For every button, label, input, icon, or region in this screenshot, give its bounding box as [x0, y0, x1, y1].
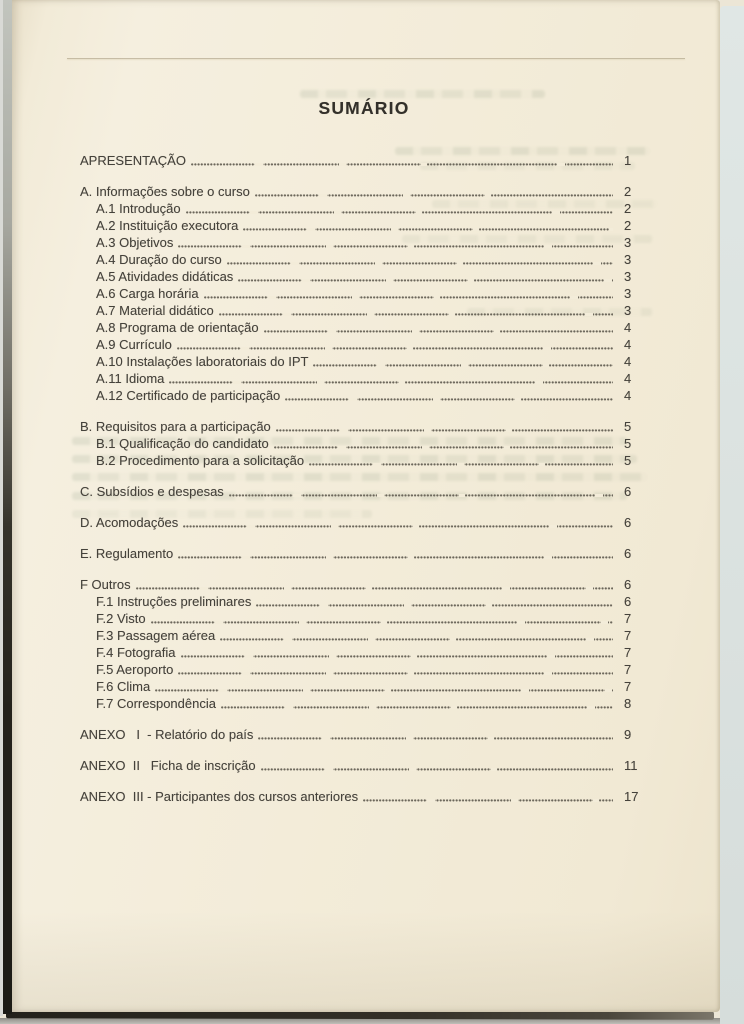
toc-row [80, 234, 648, 251]
toc-row [80, 610, 648, 627]
dot-leader [151, 621, 613, 624]
toc-block [80, 545, 648, 562]
dot-leader [264, 330, 613, 333]
book-spine-shadow [3, 0, 12, 1014]
toc-item-label: A.3 Objetivos [96, 235, 174, 250]
toc-item-page: 6 [624, 577, 632, 592]
toc-item-label: F.7 Correspondência [96, 696, 216, 711]
dot-leader [276, 429, 613, 432]
toc-item-page: 4 [624, 337, 632, 352]
toc-item-label: A.7 Material didático [96, 303, 214, 318]
toc-item-page: 4 [624, 371, 632, 386]
toc-row [80, 336, 648, 353]
toc-row [80, 387, 648, 404]
toc-row [80, 152, 648, 169]
toc-item-label: A.5 Atividades didáticas [96, 269, 234, 284]
dot-leader [313, 364, 613, 367]
dot-leader [258, 737, 613, 740]
page-title: SUMÁRIO [318, 98, 410, 118]
toc-item-page: 4 [624, 388, 632, 403]
toc-item-label: A.4 Duração do curso [96, 252, 222, 267]
toc-row [80, 268, 648, 285]
toc-row [80, 200, 648, 217]
dot-leader [229, 494, 613, 497]
toc-item-label: F Outros [80, 577, 131, 592]
toc-item-label: F.3 Passagem aérea [96, 628, 216, 643]
toc-row [80, 353, 648, 370]
toc-item-page: 7 [624, 679, 632, 694]
toc-item-label: A.9 Currículo [96, 337, 172, 352]
toc-row [80, 319, 648, 336]
toc-item-label: A.12 Certificado de participação [96, 388, 281, 403]
toc-row [80, 788, 648, 805]
toc-item-label: F.5 Aeroporto [96, 662, 174, 677]
dot-leader [256, 604, 613, 607]
toc-item-page: 3 [624, 252, 632, 267]
dot-leader [136, 587, 613, 590]
toc-row [80, 217, 648, 234]
toc-row [80, 695, 648, 712]
toc-item-page: 7 [624, 662, 632, 677]
toc-row [80, 627, 648, 644]
dot-leader [169, 381, 613, 384]
document-page [12, 0, 720, 1012]
toc-item-label: F.4 Fotografia [96, 645, 176, 660]
toc-item-label: F.2 Visto [96, 611, 146, 626]
toc-item-label: A.8 Programa de orientação [96, 320, 259, 335]
toc-item-page: 5 [624, 419, 632, 434]
dot-leader [274, 446, 613, 449]
toc-block [80, 757, 648, 774]
toc-row [80, 644, 648, 661]
toc-block [80, 788, 648, 805]
toc-item-label: A.11 Idioma [96, 371, 165, 386]
toc-item-label: ANEXO II Ficha de inscrição [80, 758, 256, 773]
toc-block [80, 183, 648, 404]
dot-leader [178, 672, 613, 675]
toc-block [80, 418, 648, 469]
toc [80, 152, 648, 805]
dot-leader [219, 313, 613, 316]
toc-block [80, 483, 648, 500]
toc-item-page: 2 [624, 201, 632, 216]
dot-leader [261, 768, 613, 771]
toc-row [80, 302, 648, 319]
toc-item-label: C. Subsídios e despesas [80, 484, 224, 499]
toc-block [80, 152, 648, 169]
toc-item-page: 3 [624, 269, 632, 284]
dot-leader [363, 799, 613, 802]
toc-item-label: B. Requisitos para a participação [80, 419, 271, 434]
toc-row [80, 483, 648, 500]
toc-item-label: A.6 Carga horária [96, 286, 199, 301]
toc-item-page: 6 [624, 594, 632, 609]
dot-leader [183, 525, 613, 528]
toc-row [80, 183, 648, 200]
dot-leader [181, 655, 614, 658]
toc-item-page: 1 [624, 153, 632, 168]
dot-leader [155, 689, 613, 692]
page-content [80, 0, 648, 805]
toc-item-label: B.2 Procedimento para a solicitação [96, 453, 305, 468]
toc-item-page: 3 [624, 286, 632, 301]
toc-item-label: B.1 Qualificação do candidato [96, 436, 269, 451]
dot-leader [191, 163, 613, 166]
toc-item-label: E. Regulamento [80, 546, 174, 561]
dot-leader [309, 463, 613, 466]
toc-row [80, 726, 648, 743]
dot-leader [285, 398, 613, 401]
scanner-bed-right [720, 6, 744, 1024]
toc-item-page: 7 [624, 645, 632, 660]
toc-item-label: A. Informações sobre o curso [80, 184, 250, 199]
toc-item-page: 6 [624, 484, 632, 499]
toc-row [80, 285, 648, 302]
toc-row [80, 418, 648, 435]
toc-item-page: 3 [624, 303, 632, 318]
toc-row [80, 514, 648, 531]
dot-leader [238, 279, 613, 282]
dot-leader [186, 211, 613, 214]
toc-item-label: APRESENTAÇÃO [80, 153, 186, 168]
toc-item-page: 8 [624, 696, 632, 711]
toc-item-page: 4 [624, 354, 632, 369]
toc-row [80, 452, 648, 469]
toc-item-page: 6 [624, 546, 632, 561]
dot-leader [255, 194, 613, 197]
dot-leader [243, 228, 613, 231]
toc-item-page: 2 [624, 218, 632, 233]
dot-leader [220, 638, 613, 641]
toc-item-page: 9 [624, 727, 632, 742]
toc-item-label: ANEXO III - Participantes dos cursos anteriores [80, 789, 359, 804]
toc-item-page: 2 [624, 184, 632, 199]
toc-row [80, 370, 648, 387]
toc-row [80, 757, 648, 774]
dot-leader [177, 347, 613, 350]
toc-row [80, 593, 648, 610]
toc-item-page: 17 [624, 789, 639, 804]
dot-leader [178, 245, 613, 248]
toc-item-label: A.2 Instituição executora [96, 218, 239, 233]
toc-item-label: ANEXO I - Relatório do país [80, 727, 254, 742]
toc-item-page: 11 [624, 758, 638, 773]
toc-item-page: 6 [624, 515, 632, 530]
toc-row [80, 678, 648, 695]
toc-item-label: A.10 Instalações laboratoriais do IPT [96, 354, 309, 369]
toc-row [80, 576, 648, 593]
toc-item-page: 5 [624, 436, 632, 451]
toc-block [80, 514, 648, 531]
dot-leader [178, 556, 613, 559]
toc-row [80, 251, 648, 268]
toc-item-label: D. Acomodações [80, 515, 179, 530]
dot-leader [221, 706, 613, 709]
toc-item-page: 5 [624, 453, 632, 468]
toc-row [80, 545, 648, 562]
toc-item-page: 4 [624, 320, 632, 335]
toc-row [80, 661, 648, 678]
dot-leader [227, 262, 613, 265]
toc-item-label: F.1 Instruções preliminares [96, 594, 252, 609]
toc-item-page: 3 [624, 235, 632, 250]
toc-item-page: 7 [624, 628, 632, 643]
toc-item-label: A.1 Introdução [96, 201, 181, 216]
toc-row [80, 435, 648, 452]
toc-item-label: F.6 Clima [96, 679, 151, 694]
dot-leader [204, 296, 613, 299]
toc-block [80, 576, 648, 712]
toc-item-page: 7 [624, 611, 632, 626]
toc-block [80, 726, 648, 743]
